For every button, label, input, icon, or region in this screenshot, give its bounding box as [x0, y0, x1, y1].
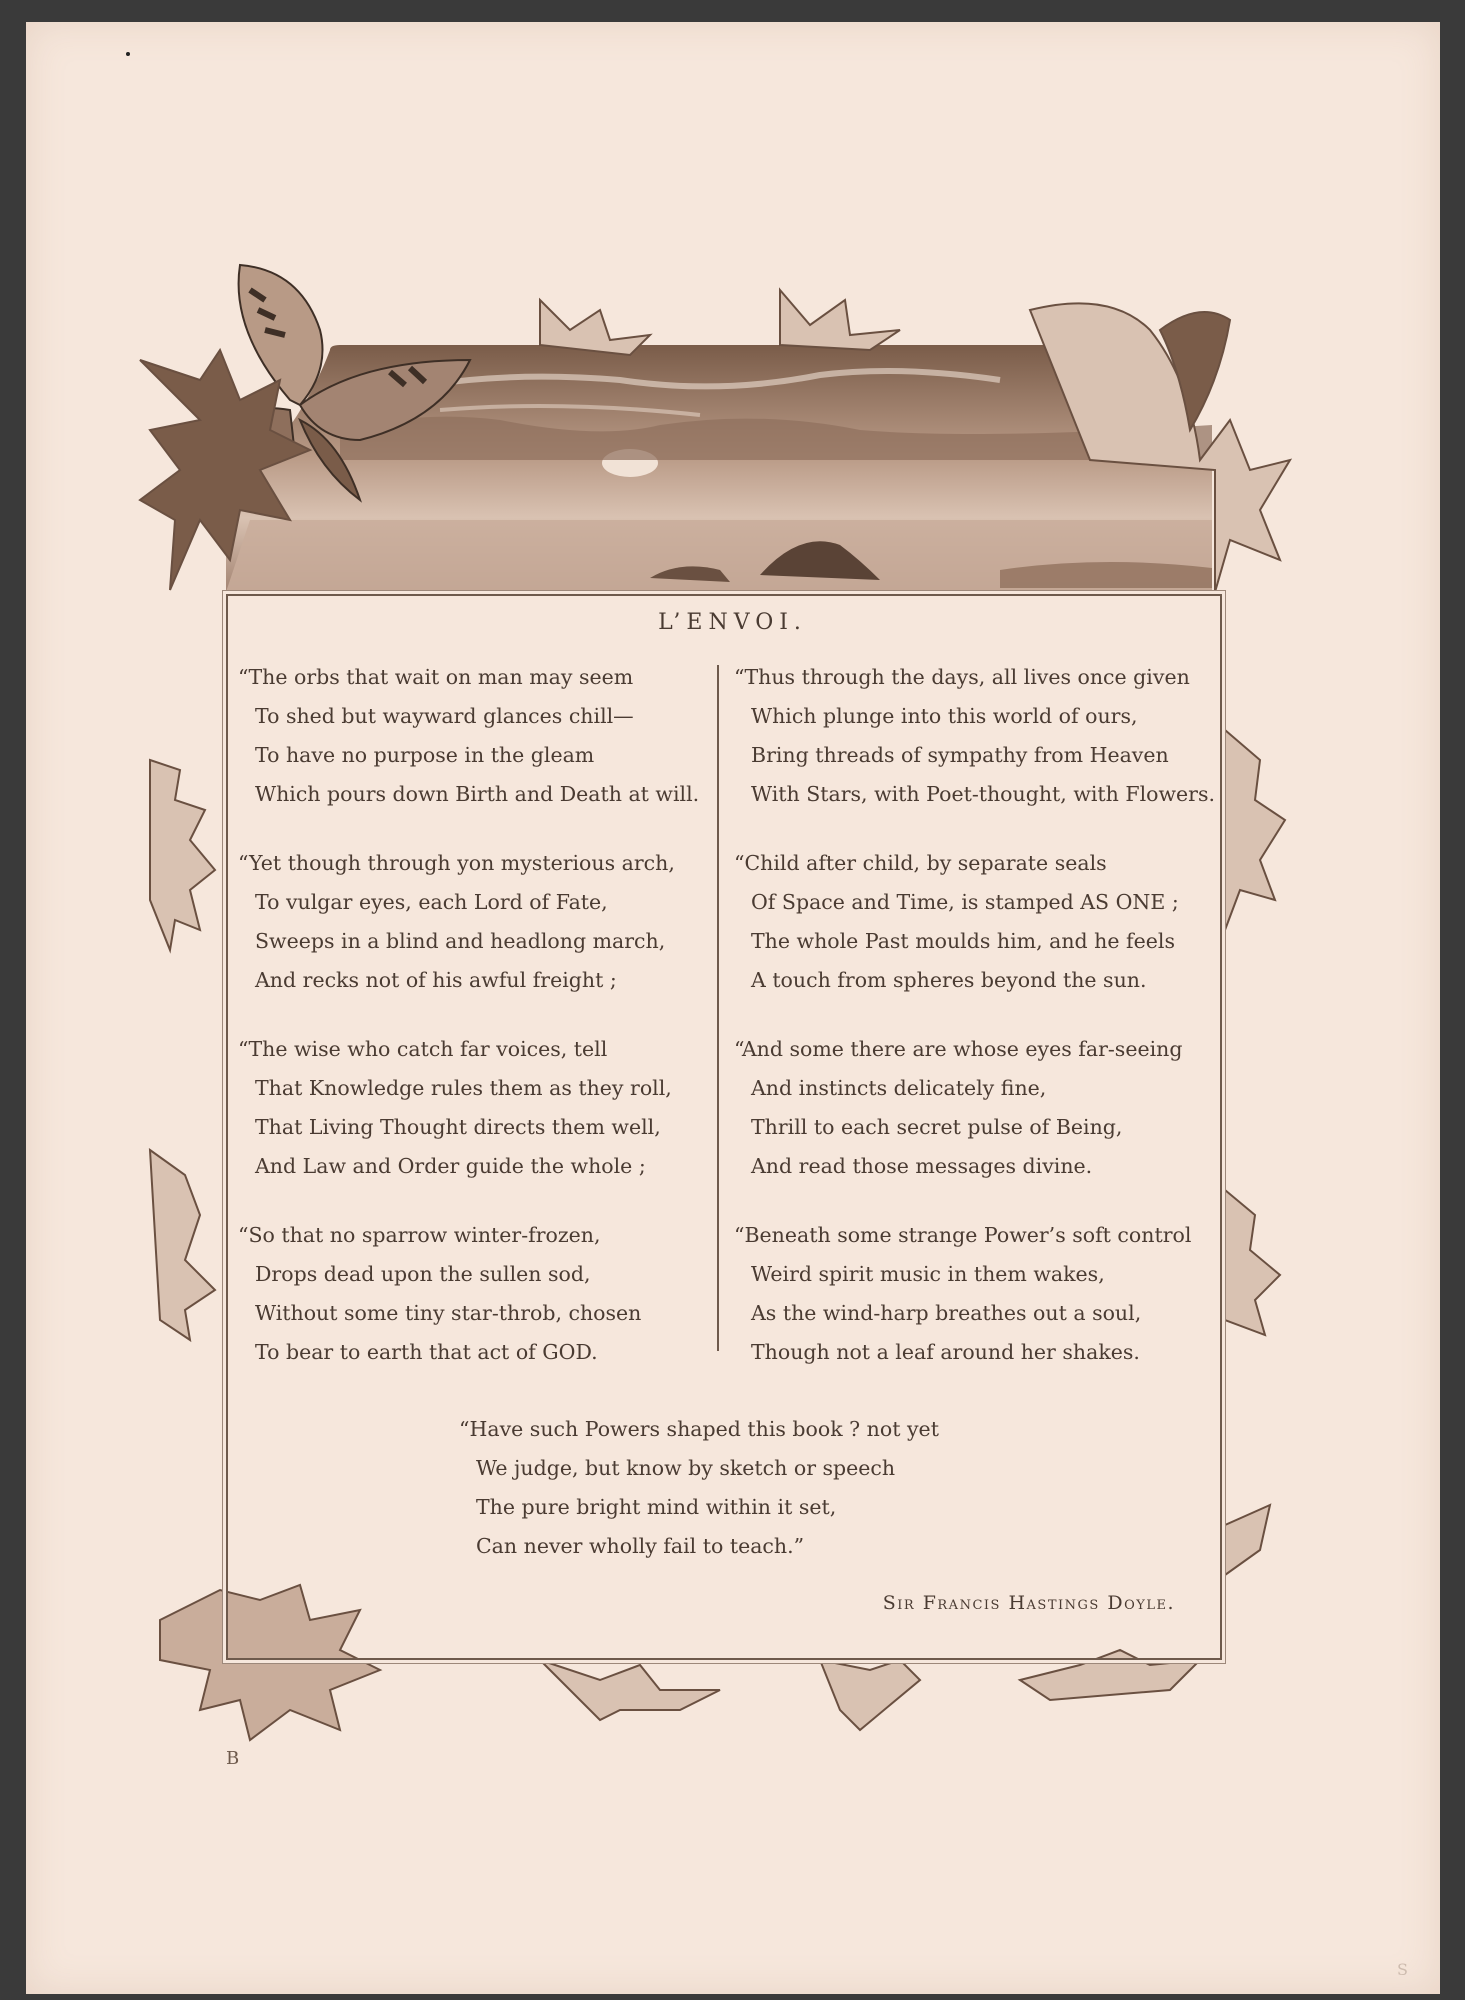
poem-line: The whole Past moulds him, and he feels — [751, 929, 1175, 953]
stanza — [238, 658, 700, 814]
poem-line: And recks not of his awful freight ; — [255, 968, 617, 992]
poem-line: That Living Thought directs them well, — [255, 1115, 661, 1139]
poem-line: Which plunge into this world of ours, — [751, 704, 1138, 728]
closing-stanza — [459, 1410, 939, 1566]
poem-line: “So that no sparrow winter-frozen, — [238, 1223, 601, 1247]
poem-line: And read those messages divine. — [751, 1154, 1093, 1178]
poem-line: “The orbs that wait on man may seem — [238, 665, 634, 689]
poem-line: That Knowledge rules them as they roll, — [255, 1076, 672, 1100]
poem-line: Weird spirit music in them wakes, — [751, 1262, 1105, 1286]
poem-line: To shed but wayward glances chill— — [255, 704, 634, 728]
poem-line: Sweeps in a blind and headlong march, — [255, 929, 666, 953]
column-divider — [717, 665, 719, 1351]
stanza — [734, 1030, 1215, 1186]
poem-line: “Child after child, by separate seals — [734, 851, 1107, 875]
poem-line: Drops dead upon the sullen sod, — [255, 1262, 591, 1286]
poem-line: “And some there are whose eyes far-seeing — [734, 1037, 1183, 1061]
poem-line: Bring threads of sympathy from Heaven — [751, 743, 1169, 767]
poem-line: The pure bright mind within it set, — [476, 1495, 837, 1519]
poem-line: “The wise who catch far voices, tell — [238, 1037, 608, 1061]
poem-line: Can never wholly fail to teach.” — [476, 1534, 805, 1558]
poem-line: And instincts delicately fine, — [751, 1076, 1047, 1100]
poem-line: Without some tiny star-throb, chosen — [255, 1301, 642, 1325]
stanza — [734, 844, 1215, 1000]
poem-line: Though not a leaf around her shakes. — [751, 1340, 1140, 1364]
poem-line: As the wind-harp breathes out a soul, — [751, 1301, 1142, 1325]
attribution: Sir Francis Hastings Doyle. — [882, 1592, 1175, 1614]
poem-line: “Beneath some strange Power’s soft control — [734, 1223, 1192, 1247]
poem-line: And Law and Order guide the whole ; — [255, 1154, 646, 1178]
poem-line: “Thus through the days, all lives once given — [734, 665, 1190, 689]
poem-title: L’ENVOI. — [658, 610, 807, 635]
stanza — [734, 1216, 1215, 1372]
stanza — [238, 1216, 699, 1372]
poem-line: We judge, but know by sketch or speech — [476, 1456, 896, 1480]
poem-line: “Yet though through yon mysterious arch, — [238, 851, 675, 875]
poem-line: Thrill to each secret pulse of Being, — [751, 1115, 1123, 1139]
poem-line: To vulgar eyes, each Lord of Fate, — [255, 890, 608, 914]
stanza — [238, 1030, 699, 1186]
poem-line: Of Space and Time, is stamped AS ONE ; — [751, 890, 1179, 914]
poem-line: With Stars, with Poet-thought, with Flowers. — [751, 782, 1216, 806]
right-column — [734, 658, 1216, 1402]
stanza — [734, 658, 1216, 814]
stanza — [238, 844, 699, 1000]
artist-mark: B — [226, 1748, 240, 1769]
poem-line: To bear to earth that act of GOD. — [255, 1340, 598, 1364]
poem-line: A touch from spheres beyond the sun. — [751, 968, 1147, 992]
poem-line: To have no purpose in the gleam — [255, 743, 595, 767]
page-mark: S — [1397, 1960, 1408, 1979]
poem-line: “Have such Powers shaped this book ? not yet — [459, 1417, 939, 1441]
left-column — [238, 658, 700, 1402]
poem-line: Which pours down Birth and Death at will. — [255, 782, 700, 806]
